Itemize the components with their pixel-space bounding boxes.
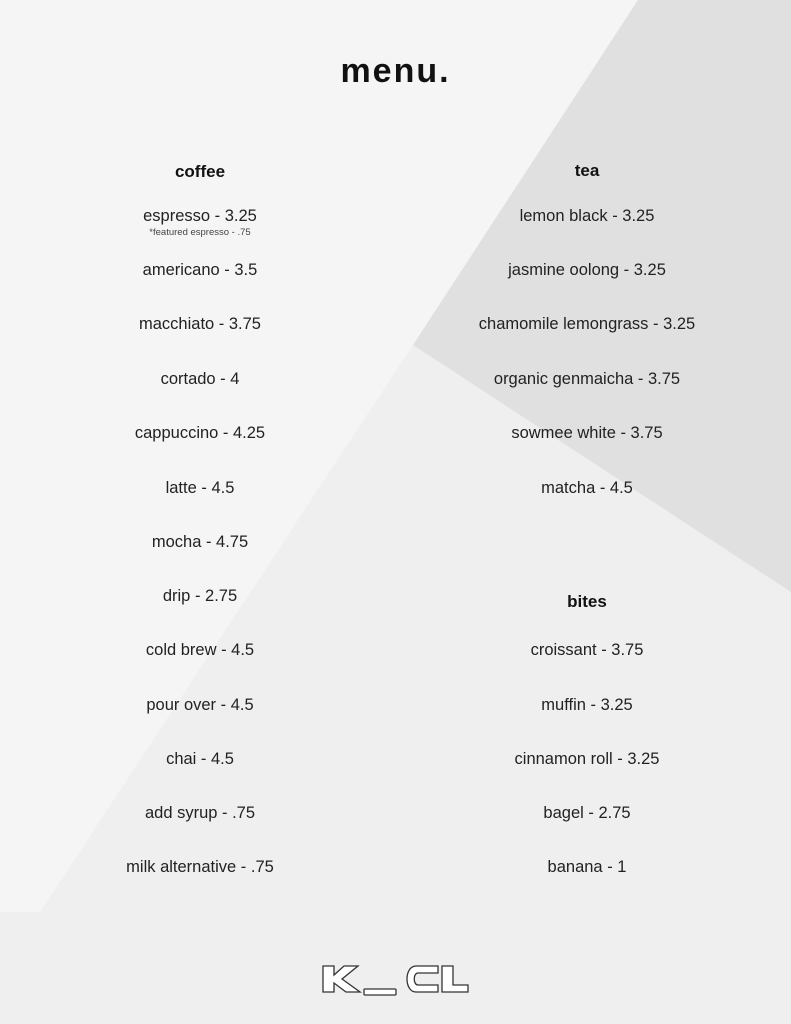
menu-item: lemon black - 3.25 xyxy=(519,207,655,225)
page-title: menu. xyxy=(340,52,451,90)
menu-item: chai - 4.5 xyxy=(166,750,234,768)
menu-item: milk alternative - .75 xyxy=(126,858,274,876)
menu-item: chamomile lemongrass - 3.25 xyxy=(478,315,696,333)
menu-item: cappuccino - 4.25 xyxy=(134,424,266,442)
menu-item: mocha - 4.75 xyxy=(151,533,249,551)
menu-item: banana - 1 xyxy=(547,858,627,876)
menu-item: cinnamon roll - 3.25 xyxy=(514,750,660,768)
menu-item: add syrup - .75 xyxy=(144,804,256,822)
tea-heading: tea xyxy=(574,161,600,180)
menu-item: drip - 2.75 xyxy=(162,587,238,605)
menu-item: latte - 4.5 xyxy=(165,479,235,497)
bites-heading: bites xyxy=(567,592,607,611)
menu-item: pour over - 4.5 xyxy=(146,696,254,714)
menu-item: organic genmaicha - 3.75 xyxy=(493,370,681,388)
menu-item: macchiato - 3.75 xyxy=(139,315,261,333)
logo-icon xyxy=(320,962,470,1002)
menu-item: cold brew - 4.5 xyxy=(145,641,255,659)
menu-item: bagel - 2.75 xyxy=(543,804,631,822)
menu-item: croissant - 3.75 xyxy=(530,641,644,659)
menu-item: cortado - 4 xyxy=(160,370,240,388)
menu-item: muffin - 3.25 xyxy=(541,696,633,714)
featured-note: *featured espresso - .75 xyxy=(149,227,251,238)
menu-item: matcha - 4.5 xyxy=(541,479,633,497)
menu-item: espresso - 3.25 xyxy=(143,207,257,225)
menu-item: jasmine oolong - 3.25 xyxy=(508,261,666,279)
menu-item: americano - 3.5 xyxy=(142,261,258,279)
coffee-heading: coffee xyxy=(174,162,226,181)
menu-item: sowmee white - 3.75 xyxy=(511,424,663,442)
